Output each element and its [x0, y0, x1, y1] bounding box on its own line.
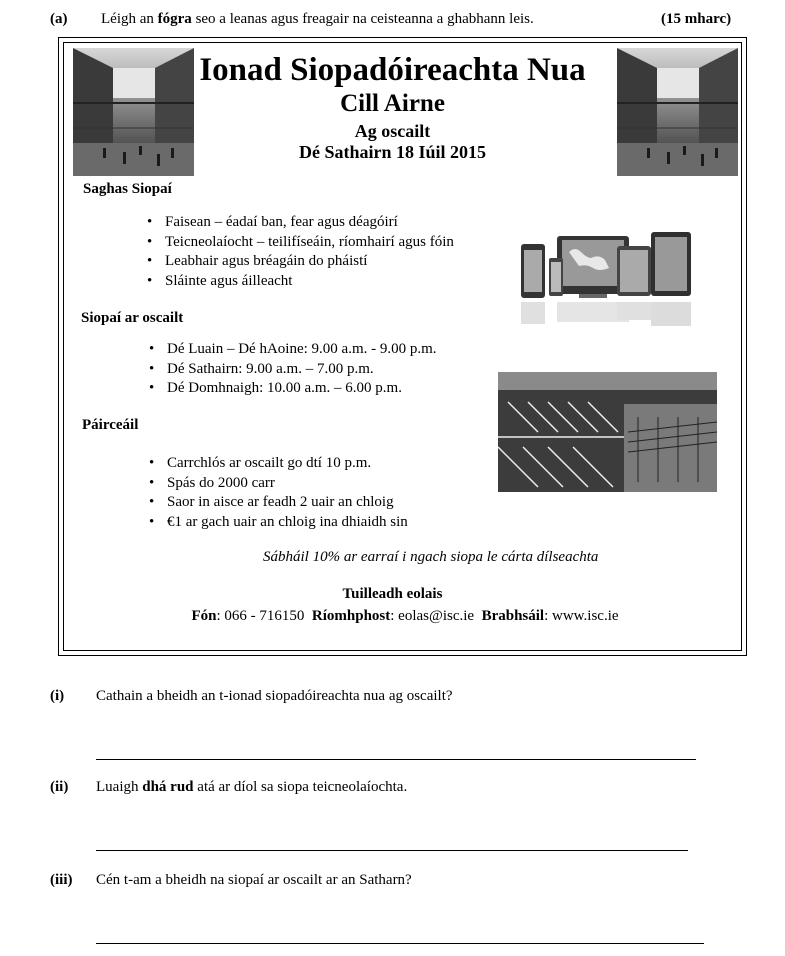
answer-line[interactable]	[96, 943, 704, 944]
shop-types-heading: Saghas Siopaí	[83, 181, 172, 197]
answer-line[interactable]	[96, 850, 688, 851]
email-value: : eolas@isc.ie	[390, 608, 475, 624]
hours-list	[147, 340, 437, 399]
question-number: (ii)	[50, 779, 69, 795]
parking-list	[147, 454, 408, 532]
part-label: (a)	[50, 11, 68, 27]
opening-date: Dé Sathairn 18 Iúil 2015	[298, 142, 487, 162]
parking-heading: Páirceáil	[82, 417, 139, 433]
list-item: • Dé Domhnaigh: 10.00 a.m. – 6.00 p.m.	[147, 379, 437, 399]
list-item: • Saor in aisce ar feadh 2 uair an chloig	[147, 493, 408, 513]
list-item: • Spás do 2000 carr	[147, 474, 408, 494]
marks: (15 mharc)	[661, 11, 732, 27]
phone-label: Fón	[191, 608, 217, 624]
ad-subtitle: Cill Airne	[340, 90, 445, 117]
ad-title: Ionad Siopadóireachta Nua	[199, 52, 586, 88]
question-text: Luaigh dhá rud atá ar díol sa siopa teicneolaíochta.	[96, 779, 408, 795]
question-number: (i)	[50, 688, 65, 704]
devices-image	[515, 228, 695, 336]
list-item: • Dé Luain – Dé hAoine: 9.00 a.m. - 9.00 p.m.	[147, 340, 437, 360]
web-label: Brabhsáil	[481, 608, 545, 624]
phone-value: : 066 - 716150	[216, 608, 305, 624]
list-item: • €1 ar gach uair an chloig ina dhiaidh sin	[147, 513, 408, 533]
instruction: Léigh an fógra seo a leanas agus freagair na ceisteanna a ghabhann leis.	[101, 11, 534, 27]
opening-label: Ag oscailt	[354, 121, 431, 141]
loyalty-offer: Sábháil 10% ar earraí i ngach siopa le cárta dílseachta	[263, 549, 599, 565]
list-item: • Faisean – éadaí ban, fear agus déagóirí	[145, 213, 454, 233]
list-item: • Teicneolaíocht – teilifíseáin, ríomhairí agus fóin	[145, 233, 454, 253]
email-label: Ríomhphost	[311, 608, 391, 624]
list-item: • Sláinte agus áilleacht	[145, 272, 454, 292]
question-number: (iii)	[50, 872, 73, 888]
list-item: • Carrchlós ar oscailt go dtí 10 p.m.	[147, 454, 408, 474]
list-item: • Dé Sathairn: 9.00 a.m. – 7.00 p.m.	[147, 360, 437, 380]
question-text: Cén t-am a bheidh na siopaí ar oscailt ar an Satharn?	[96, 872, 412, 888]
car-park-image	[498, 372, 717, 492]
shop-types-list	[145, 213, 454, 291]
hours-heading: Siopaí ar oscailt	[81, 310, 184, 326]
answer-line[interactable]	[96, 759, 696, 760]
more-info-heading: Tuilleadh eolais	[342, 586, 443, 602]
list-item: • Leabhair agus bréagáin do pháistí	[145, 252, 454, 272]
web-value: : www.isc.ie	[544, 608, 619, 624]
contact-line	[0, 608, 785, 625]
question-text: Cathain a bheidh an t-ionad siopadóireachta nua ag oscailt?	[96, 688, 453, 704]
